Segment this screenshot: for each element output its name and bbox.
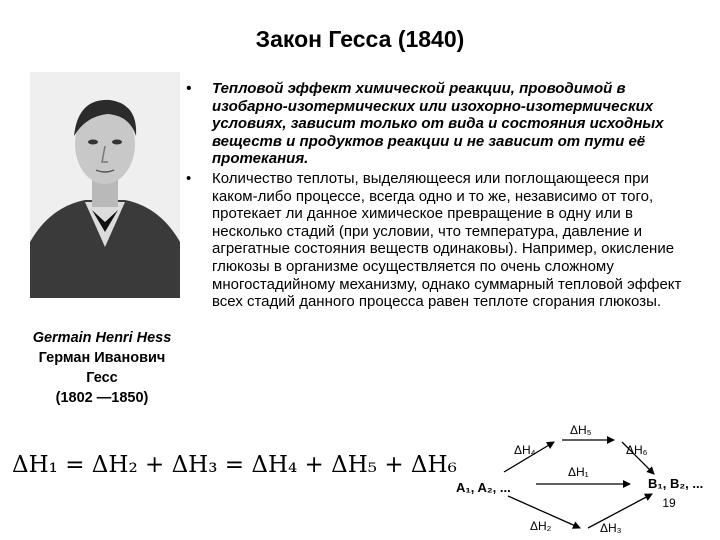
portrait-hess [30, 72, 180, 298]
portrait-caption [18, 328, 186, 408]
label-h3: ΔH₃ [600, 521, 622, 535]
label-reactants: A₁, A₂, ... [456, 480, 511, 495]
bullet-item-law [186, 80, 692, 168]
hess-cycle-diagram [452, 420, 720, 540]
bullet-text-heat: Количество теплоты, выделяющееся или поглощающееся при каком-либо процессе, всегда одно и то же, независимо от того, протекает ли данное химическое превращение в одну или в несколько стадий (при условии, что температура, давление и агрегатные состояния веществ одинаковы). Например, окисление глюкозы в организме осуществляется по очень сложному многостадийному механизму, однако суммарный тепловой эффект всех стадий данного процесса равен теплоте сгорания глюкозы. [212, 169, 682, 311]
label-h6: ΔH₆ [626, 443, 648, 457]
caption-russian-surname: Гесс [86, 370, 118, 386]
label-h2: ΔH₂ [530, 519, 552, 533]
page-number: 19 [662, 496, 676, 510]
label-h5: ΔH₅ [570, 423, 592, 437]
bullet-icon: • [186, 80, 192, 97]
label-h1: ΔH₁ [568, 465, 589, 479]
bullet-text-law: Тепловой эффект химической реакции, проводимой в изобарно-изотермических или изохорно-изотермических условиях, зависит только от вида и состояния исходных веществ и продуктов реакции и не зависит от пути её протекания. [212, 80, 664, 168]
bullet-list [186, 80, 692, 313]
hess-formula: ΔH₁ = ΔH₂ + ΔH₃ = ΔH₄ + ΔH₅ + ΔH₆ [12, 452, 457, 478]
caption-years: (1802 —1850) [55, 390, 149, 406]
bullet-item-heat [186, 170, 692, 311]
caption-latin-name: Germain Henri Hess [32, 330, 172, 346]
caption-russian-name: Герман Иванович [38, 350, 166, 366]
label-products: B₁, B₂, ... [648, 476, 704, 491]
slide-title: Закон Гесса (1840) [255, 26, 465, 52]
bullet-icon: • [186, 169, 192, 187]
label-h4: ΔH₄ [514, 443, 536, 457]
